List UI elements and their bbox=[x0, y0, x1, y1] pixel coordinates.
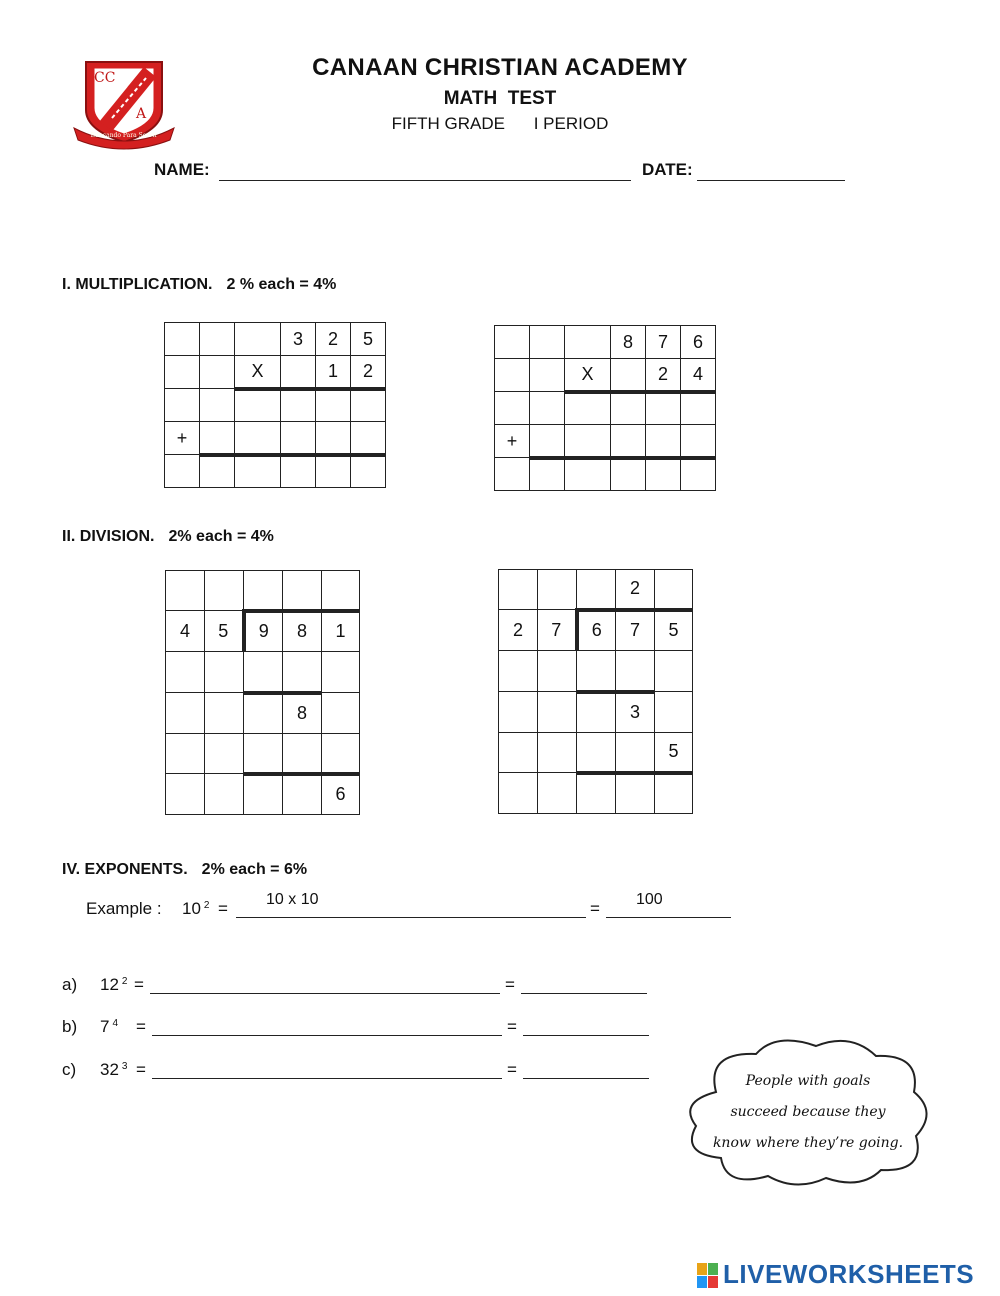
cell: 5 bbox=[205, 611, 244, 652]
item-letter: c) bbox=[62, 1060, 77, 1079]
exponent-item-b bbox=[62, 1017, 662, 1041]
cell bbox=[165, 323, 200, 356]
answer-cell[interactable] bbox=[351, 389, 386, 422]
answer-cell[interactable] bbox=[281, 455, 316, 488]
answer-cell[interactable] bbox=[495, 458, 530, 491]
cell bbox=[200, 356, 235, 389]
answer-cell[interactable] bbox=[616, 773, 655, 814]
section-points: 2% each = 6% bbox=[201, 861, 308, 878]
item-base: 32 bbox=[100, 1060, 119, 1079]
division-grid-2 bbox=[498, 569, 693, 814]
exponent-item-c bbox=[62, 1060, 662, 1084]
answer-cell[interactable] bbox=[499, 692, 538, 733]
cell bbox=[200, 323, 235, 356]
answer-cell[interactable] bbox=[655, 692, 693, 733]
item-equals: = bbox=[136, 1017, 146, 1036]
cell: 7 bbox=[616, 610, 655, 651]
answer-cell[interactable] bbox=[283, 571, 322, 611]
answer-cell[interactable] bbox=[244, 734, 283, 774]
cell bbox=[530, 359, 565, 392]
section-title: I. MULTIPLICATION. bbox=[62, 276, 213, 293]
logo-motto: Educando Para Servir bbox=[90, 132, 158, 139]
cell bbox=[495, 359, 530, 392]
cell: 1 bbox=[316, 356, 351, 389]
item-base: 12 bbox=[100, 975, 119, 994]
item-equals: = bbox=[134, 975, 144, 994]
answer-cell[interactable] bbox=[611, 458, 646, 491]
liveworksheets-brand bbox=[697, 1259, 997, 1293]
logo-letters-bottom: A bbox=[136, 106, 147, 122]
item-equals: = bbox=[136, 1060, 146, 1079]
quote-cloud bbox=[676, 1032, 940, 1190]
answer-cell[interactable] bbox=[655, 651, 693, 692]
answer-cell[interactable] bbox=[283, 734, 322, 774]
example-exponent: 2 bbox=[203, 900, 210, 911]
logo-letters-top: CC bbox=[94, 70, 116, 86]
item-exponent: 3 bbox=[121, 1061, 128, 1072]
cell: 6 bbox=[322, 774, 360, 815]
cell bbox=[495, 326, 530, 359]
cell bbox=[235, 323, 281, 356]
answer-cell[interactable] bbox=[611, 392, 646, 425]
quote-line: succeed because they bbox=[730, 1104, 886, 1120]
cell: 2 bbox=[616, 570, 655, 610]
expansion-answer-field[interactable] bbox=[152, 1013, 502, 1036]
cell bbox=[166, 571, 205, 611]
cell: + bbox=[165, 422, 200, 455]
quote-text bbox=[696, 1066, 920, 1159]
cell: 3 bbox=[616, 692, 655, 733]
cell: 2 bbox=[316, 323, 351, 356]
cell: X bbox=[235, 356, 281, 389]
answer-cell[interactable] bbox=[646, 392, 681, 425]
answer-cell[interactable] bbox=[577, 733, 616, 773]
period-label: I PERIOD bbox=[533, 114, 609, 133]
cell: 9 bbox=[244, 611, 283, 652]
answer-cell[interactable] bbox=[205, 652, 244, 693]
section-multiplication-heading bbox=[62, 276, 336, 294]
cell: 4 bbox=[681, 359, 716, 392]
cell: 2 bbox=[499, 610, 538, 651]
answer-cell[interactable] bbox=[616, 733, 655, 773]
item-equals-2: = bbox=[505, 975, 515, 994]
expansion-answer-field[interactable] bbox=[152, 1056, 502, 1079]
example-expansion-line bbox=[236, 891, 586, 918]
brand-blocks-icon bbox=[697, 1263, 719, 1289]
answer-cell[interactable] bbox=[200, 455, 235, 488]
example-expansion: 10 x 10 bbox=[266, 891, 319, 908]
cell: 4 bbox=[166, 611, 205, 652]
cell: 3 bbox=[281, 323, 316, 356]
multiplication-grid-2 bbox=[494, 325, 716, 491]
example-result-line bbox=[606, 891, 731, 918]
answer-cell[interactable] bbox=[166, 734, 205, 774]
division-grid-1 bbox=[165, 570, 360, 815]
answer-cell[interactable] bbox=[205, 693, 244, 734]
answer-cell[interactable] bbox=[565, 425, 611, 458]
answer-cell[interactable] bbox=[165, 455, 200, 488]
cell bbox=[281, 356, 316, 389]
answer-cell[interactable] bbox=[244, 652, 283, 693]
multiplication-grid-1 bbox=[164, 322, 386, 488]
section-division-heading bbox=[62, 528, 274, 546]
answer-cell[interactable] bbox=[235, 422, 281, 455]
item-letter: b) bbox=[62, 1017, 78, 1036]
answer-cell[interactable] bbox=[283, 652, 322, 693]
cell: 8 bbox=[611, 326, 646, 359]
name-field[interactable] bbox=[219, 158, 631, 181]
answer-cell[interactable] bbox=[655, 773, 693, 814]
cell: + bbox=[495, 425, 530, 458]
cell: 6 bbox=[681, 326, 716, 359]
cell bbox=[565, 326, 611, 359]
example-equals: = bbox=[218, 899, 228, 918]
answer-cell[interactable] bbox=[283, 774, 322, 815]
result-answer-field[interactable] bbox=[521, 971, 647, 994]
answer-cell[interactable] bbox=[351, 422, 386, 455]
answer-cell[interactable] bbox=[538, 773, 577, 814]
expansion-answer-field[interactable] bbox=[150, 971, 500, 994]
answer-cell[interactable] bbox=[530, 392, 565, 425]
answer-cell[interactable] bbox=[322, 734, 360, 774]
cell: 7 bbox=[538, 610, 577, 651]
answer-cell[interactable] bbox=[316, 389, 351, 422]
date-label: DATE: bbox=[642, 160, 693, 179]
answer-cell[interactable] bbox=[530, 425, 565, 458]
answer-cell[interactable] bbox=[205, 734, 244, 774]
answer-cell[interactable] bbox=[681, 425, 716, 458]
cell: 6 bbox=[577, 610, 616, 651]
answer-cell[interactable] bbox=[322, 693, 360, 734]
grade-label: FIFTH GRADE bbox=[391, 114, 505, 133]
example-result: 100 bbox=[636, 891, 663, 908]
answer-cell[interactable] bbox=[200, 389, 235, 422]
cell: 7 bbox=[646, 326, 681, 359]
answer-cell[interactable] bbox=[681, 392, 716, 425]
grade-period bbox=[0, 114, 1000, 134]
name-label: NAME: bbox=[154, 160, 210, 179]
brand-text: LIVEWORKSHEETS bbox=[723, 1259, 975, 1289]
section-points: 2 % each = 4% bbox=[226, 276, 337, 293]
answer-cell[interactable] bbox=[316, 455, 351, 488]
cell: X bbox=[565, 359, 611, 392]
section-title: II. DIVISION. bbox=[62, 528, 155, 545]
result-answer-field[interactable] bbox=[523, 1056, 649, 1079]
cell: 5 bbox=[655, 733, 693, 773]
answer-cell[interactable] bbox=[616, 651, 655, 692]
item-letter: a) bbox=[62, 975, 78, 994]
item-base: 7 bbox=[100, 1017, 110, 1036]
cell: 2 bbox=[646, 359, 681, 392]
cell: 5 bbox=[655, 610, 693, 651]
answer-cell[interactable] bbox=[646, 425, 681, 458]
answer-cell[interactable] bbox=[499, 773, 538, 814]
answer-cell[interactable] bbox=[577, 651, 616, 692]
answer-cell[interactable] bbox=[681, 458, 716, 491]
answer-cell[interactable] bbox=[538, 692, 577, 733]
item-power bbox=[100, 1017, 118, 1037]
date-field[interactable] bbox=[697, 158, 845, 181]
answer-cell[interactable] bbox=[577, 692, 616, 733]
answer-cell[interactable] bbox=[281, 389, 316, 422]
answer-cell[interactable] bbox=[235, 389, 281, 422]
answer-cell[interactable] bbox=[538, 570, 577, 610]
cell bbox=[165, 356, 200, 389]
answer-cell[interactable] bbox=[316, 422, 351, 455]
answer-cell[interactable] bbox=[322, 571, 360, 611]
answer-cell[interactable] bbox=[646, 458, 681, 491]
item-exponent: 2 bbox=[121, 976, 128, 987]
answer-cell[interactable] bbox=[499, 733, 538, 773]
answer-cell[interactable] bbox=[530, 458, 565, 491]
section-title: IV. EXPONENTS. bbox=[62, 861, 188, 878]
answer-cell[interactable] bbox=[244, 774, 283, 815]
cell bbox=[611, 359, 646, 392]
answer-cell[interactable] bbox=[499, 570, 538, 610]
answer-cell[interactable] bbox=[538, 651, 577, 692]
section-points: 2% each = 4% bbox=[168, 528, 274, 545]
example-base: 10 bbox=[182, 899, 201, 918]
exponent-item-a bbox=[62, 975, 662, 999]
cell bbox=[205, 571, 244, 611]
cell: 8 bbox=[283, 611, 322, 652]
answer-cell[interactable] bbox=[205, 774, 244, 815]
answer-cell[interactable] bbox=[166, 652, 205, 693]
answer-cell[interactable] bbox=[611, 425, 646, 458]
answer-cell[interactable] bbox=[351, 455, 386, 488]
item-exponent: 4 bbox=[112, 1018, 119, 1029]
cell: 2 bbox=[351, 356, 386, 389]
answer-cell[interactable] bbox=[200, 422, 235, 455]
example-label: Example : bbox=[86, 899, 162, 918]
section-exponents-heading bbox=[62, 861, 307, 879]
quote-line: People with goals bbox=[745, 1073, 871, 1089]
answer-cell[interactable] bbox=[244, 693, 283, 734]
cell: 8 bbox=[283, 693, 322, 734]
test-title: MATH TEST bbox=[443, 88, 557, 109]
item-power bbox=[100, 1060, 127, 1080]
answer-cell[interactable] bbox=[538, 733, 577, 773]
answer-cell[interactable] bbox=[565, 458, 611, 491]
answer-cell[interactable] bbox=[495, 392, 530, 425]
answer-cell[interactable] bbox=[235, 455, 281, 488]
answer-cell[interactable] bbox=[577, 773, 616, 814]
item-equals-2: = bbox=[507, 1017, 517, 1036]
answer-cell[interactable] bbox=[499, 651, 538, 692]
result-answer-field[interactable] bbox=[523, 1013, 649, 1036]
item-power bbox=[100, 975, 127, 995]
quote-line: know where they’re going. bbox=[712, 1135, 904, 1151]
example-equals-2: = bbox=[590, 899, 600, 918]
answer-cell[interactable] bbox=[322, 652, 360, 693]
answer-cell[interactable] bbox=[577, 570, 616, 610]
cell: 1 bbox=[322, 611, 360, 652]
answer-cell[interactable] bbox=[166, 774, 205, 815]
answer-cell[interactable] bbox=[281, 422, 316, 455]
answer-cell[interactable] bbox=[166, 693, 205, 734]
school-name: CANAAN CHRISTIAN ACADEMY bbox=[312, 54, 688, 81]
cell: 5 bbox=[351, 323, 386, 356]
answer-cell[interactable] bbox=[165, 389, 200, 422]
answer-cell[interactable] bbox=[655, 570, 693, 610]
example-power bbox=[182, 899, 209, 919]
cell bbox=[530, 326, 565, 359]
answer-cell[interactable] bbox=[565, 392, 611, 425]
item-equals-2: = bbox=[507, 1060, 517, 1079]
exponent-example bbox=[86, 891, 746, 923]
answer-cell[interactable] bbox=[244, 571, 283, 611]
